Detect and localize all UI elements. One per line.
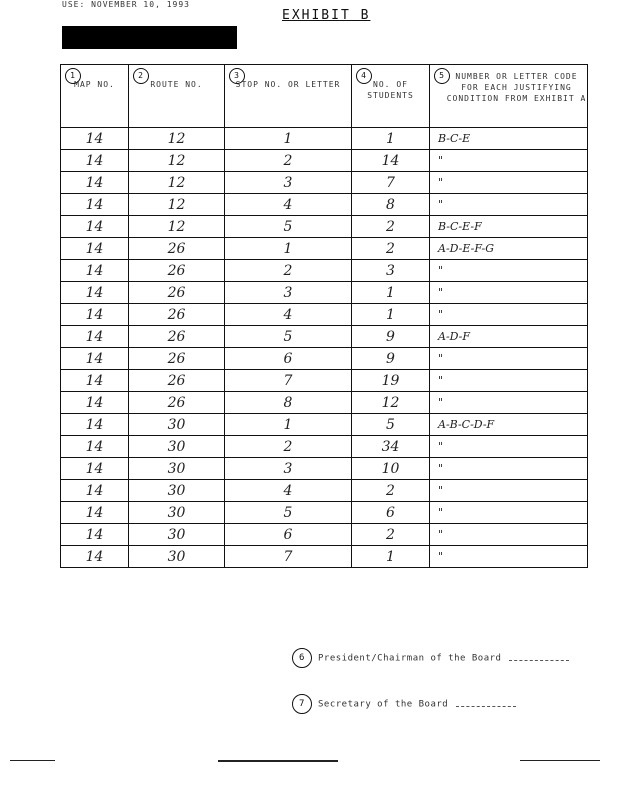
route-no-cell: 30	[129, 524, 225, 546]
stop-no-cell: 4	[225, 194, 352, 216]
condition-code-cell: B-C-E-F	[430, 216, 588, 238]
table-row	[61, 436, 588, 458]
header-user-line: USE: NOVEMBER 10, 1993	[62, 0, 190, 9]
condition-code-cell: "	[430, 436, 588, 458]
footer-secretary-label: Secretary of the Board	[318, 699, 449, 710]
stop-no-cell: 2	[225, 260, 352, 282]
map-no-cell: 14	[61, 502, 129, 524]
header-label: NO. OF STUDENTS	[367, 80, 414, 100]
bottom-rule	[10, 760, 55, 761]
map-no-cell: 14	[61, 480, 129, 502]
stop-no-cell: 5	[225, 502, 352, 524]
num-students-cell: 1	[352, 128, 430, 150]
map-no-cell: 14	[61, 370, 129, 392]
num-students-cell: 2	[352, 216, 430, 238]
condition-code-cell: B-C-E	[430, 128, 588, 150]
stop-no-cell: 1	[225, 238, 352, 260]
condition-code-cell: A-B-C-D-F	[430, 414, 588, 436]
route-no-cell: 26	[129, 392, 225, 414]
condition-code-cell: "	[430, 458, 588, 480]
map-no-cell: 14	[61, 216, 129, 238]
map-no-cell: 14	[61, 458, 129, 480]
num-students-cell: 3	[352, 260, 430, 282]
route-no-cell: 30	[129, 414, 225, 436]
route-no-cell: 12	[129, 216, 225, 238]
condition-code-cell: "	[430, 524, 588, 546]
stop-no-cell: 2	[225, 150, 352, 172]
num-students-cell: 14	[352, 150, 430, 172]
map-no-cell: 14	[61, 392, 129, 414]
route-no-cell: 12	[129, 150, 225, 172]
route-no-cell: 26	[129, 260, 225, 282]
map-no-cell: 14	[61, 436, 129, 458]
num-students-cell: 34	[352, 436, 430, 458]
table-row	[61, 304, 588, 326]
num-students-cell: 8	[352, 194, 430, 216]
map-no-cell: 14	[61, 304, 129, 326]
num-students-cell: 1	[352, 546, 430, 568]
header-label: MAP NO.	[74, 80, 115, 89]
map-no-cell: 14	[61, 326, 129, 348]
table-header-row	[61, 65, 588, 128]
map-no-cell: 14	[61, 260, 129, 282]
route-no-cell: 12	[129, 128, 225, 150]
header-number-badge: 4	[356, 68, 372, 84]
stop-no-cell: 4	[225, 480, 352, 502]
table-row	[61, 546, 588, 568]
table-row	[61, 282, 588, 304]
route-no-cell: 30	[129, 458, 225, 480]
route-no-cell: 26	[129, 348, 225, 370]
stop-no-cell: 7	[225, 546, 352, 568]
table-row	[61, 172, 588, 194]
table-row	[61, 326, 588, 348]
condition-code-cell: "	[430, 502, 588, 524]
num-students-cell: 1	[352, 304, 430, 326]
condition-code-cell: "	[430, 392, 588, 414]
num-students-cell: 9	[352, 326, 430, 348]
map-no-cell: 14	[61, 546, 129, 568]
map-no-cell: 14	[61, 524, 129, 546]
map-no-cell: 14	[61, 348, 129, 370]
route-no-cell: 30	[129, 502, 225, 524]
bus-stop-table	[60, 64, 588, 568]
condition-code-cell: "	[430, 370, 588, 392]
header-label: NUMBER OR LETTER CODE FOR EACH JUSTIFYING CONDITION FROM EXHIBIT A	[446, 72, 587, 103]
condition-code-cell: "	[430, 348, 588, 370]
map-no-cell: 14	[61, 282, 129, 304]
num-students-cell: 5	[352, 414, 430, 436]
condition-code-cell: "	[430, 304, 588, 326]
condition-code-cell: "	[430, 546, 588, 568]
num-students-cell: 9	[352, 348, 430, 370]
num-students-cell: 6	[352, 502, 430, 524]
route-no-cell: 30	[129, 546, 225, 568]
stop-no-cell: 2	[225, 436, 352, 458]
table-row	[61, 238, 588, 260]
stop-no-cell: 8	[225, 392, 352, 414]
stop-no-cell: 3	[225, 458, 352, 480]
header-number-badge: 2	[133, 68, 149, 84]
table-row	[61, 502, 588, 524]
table-row	[61, 414, 588, 436]
condition-code-cell: A-D-E-F-G	[430, 238, 588, 260]
header-number-badge: 3	[229, 68, 245, 84]
header-label: ROUTE NO.	[150, 80, 203, 89]
stop-no-cell: 1	[225, 414, 352, 436]
header-map-no	[61, 65, 129, 128]
map-no-cell: 14	[61, 150, 129, 172]
route-no-cell: 30	[129, 480, 225, 502]
header-num-students	[352, 65, 430, 128]
table-row	[61, 194, 588, 216]
table-row	[61, 480, 588, 502]
route-no-cell: 26	[129, 282, 225, 304]
route-no-cell: 12	[129, 172, 225, 194]
table-row	[61, 260, 588, 282]
bottom-rule	[520, 760, 600, 761]
map-no-cell: 14	[61, 172, 129, 194]
map-no-cell: 14	[61, 414, 129, 436]
map-no-cell: 14	[61, 128, 129, 150]
map-no-cell: 14	[61, 194, 129, 216]
num-students-cell: 1	[352, 282, 430, 304]
header-stop-no	[225, 65, 352, 128]
route-no-cell: 26	[129, 238, 225, 260]
num-students-cell: 10	[352, 458, 430, 480]
header-number-badge: 1	[65, 68, 81, 84]
footer-number-badge: 7	[292, 694, 312, 714]
signature-line	[509, 660, 569, 661]
footer-president-line	[292, 648, 569, 668]
condition-code-cell: "	[430, 282, 588, 304]
table-row	[61, 128, 588, 150]
stop-no-cell: 4	[225, 304, 352, 326]
stop-no-cell: 7	[225, 370, 352, 392]
stop-no-cell: 3	[225, 172, 352, 194]
map-no-cell: 14	[61, 238, 129, 260]
stop-no-cell: 3	[225, 282, 352, 304]
num-students-cell: 19	[352, 370, 430, 392]
footer-secretary-line	[292, 694, 516, 714]
header-route-no	[129, 65, 225, 128]
condition-code-cell: "	[430, 480, 588, 502]
header-condition-code	[430, 65, 588, 128]
stop-no-cell: 1	[225, 128, 352, 150]
stop-no-cell: 6	[225, 524, 352, 546]
condition-code-cell: A-D-F	[430, 326, 588, 348]
table-row	[61, 370, 588, 392]
exhibit-title: EXHIBIT B	[282, 8, 371, 23]
signature-line	[456, 706, 516, 707]
stop-no-cell: 5	[225, 216, 352, 238]
footer-president-label: President/Chairman of the Board	[318, 653, 502, 664]
route-no-cell: 30	[129, 436, 225, 458]
num-students-cell: 7	[352, 172, 430, 194]
table-row	[61, 216, 588, 238]
header-label: STOP NO. OR LETTER	[235, 80, 341, 89]
num-students-cell: 2	[352, 238, 430, 260]
stop-no-cell: 6	[225, 348, 352, 370]
route-no-cell: 26	[129, 304, 225, 326]
table-row	[61, 392, 588, 414]
bottom-rule	[218, 760, 338, 762]
condition-code-cell: "	[430, 172, 588, 194]
table-row	[61, 524, 588, 546]
redaction-block	[62, 26, 237, 49]
table-row	[61, 150, 588, 172]
header-number-badge: 5	[434, 68, 450, 84]
num-students-cell: 12	[352, 392, 430, 414]
route-no-cell: 12	[129, 194, 225, 216]
route-no-cell: 26	[129, 326, 225, 348]
footer-number-badge: 6	[292, 648, 312, 668]
num-students-cell: 2	[352, 524, 430, 546]
route-no-cell: 26	[129, 370, 225, 392]
condition-code-cell: "	[430, 150, 588, 172]
num-students-cell: 2	[352, 480, 430, 502]
condition-code-cell: "	[430, 260, 588, 282]
condition-code-cell: "	[430, 194, 588, 216]
table-row	[61, 348, 588, 370]
table-row	[61, 458, 588, 480]
stop-no-cell: 5	[225, 326, 352, 348]
